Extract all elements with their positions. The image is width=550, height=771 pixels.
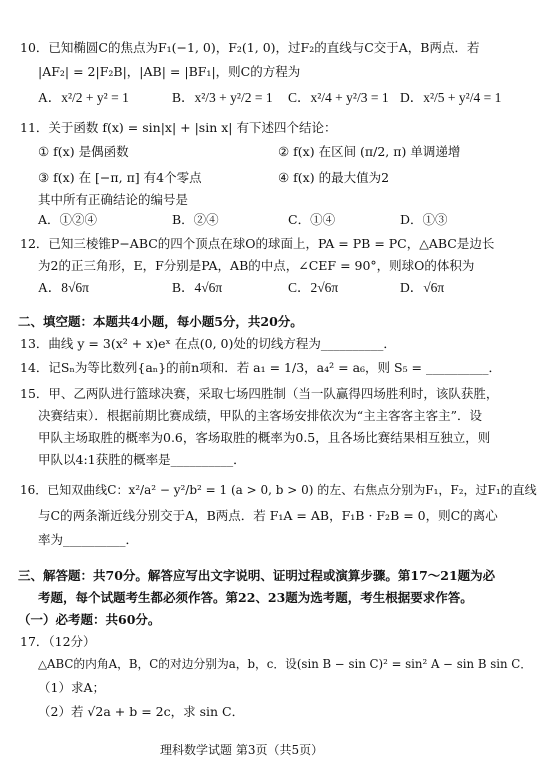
q11-option-a: A．①②④ <box>38 212 98 227</box>
q11-option-c: C．①④ <box>288 212 336 227</box>
q17-line1: △ABC的内角A，B，C的对边分别为a，b，c．设(sin B − sin C)² = sin² A − sin B sin C． <box>38 657 533 671</box>
q11-statement-2: ② f(x) 在区间 (π/2, π) 单调递增 <box>278 144 461 159</box>
q12-line2: 为2的正三角形，E，F分别是PA，AB的中点，∠CEF = 90°，则球O的体积为 <box>38 258 475 273</box>
section-2-heading: 二、填空题：本题共4小题，每小题5分，共20分。 <box>18 314 303 329</box>
section-3-heading-line1: 三、解答题：共70分。解答应写出文字说明、证明过程或演算步骤。第17～21题为必 <box>18 568 496 583</box>
q15-line2: 决赛结束）．根据前期比赛成绩，甲队的主客场安排依次为“主主客客主客主”．设 <box>38 408 483 423</box>
q12-option-b: B．4√6π <box>172 280 223 295</box>
q13: 13．曲线 y = 3(x² + x)eˣ 在点(0, 0)处的切线方程为__________． <box>20 336 396 351</box>
q12-line1: 12．已知三棱锥P−ABC的四个顶点在球O的球面上，PA = PB = PC，△ABC是边长 <box>20 236 495 251</box>
q10-option-a: A．x²/2 + y² = 1 <box>38 90 129 105</box>
section-3-subheading: （一）必考题：共60分。 <box>18 612 161 627</box>
q12-option-a: A．8√6π <box>38 280 89 295</box>
q11-line1: 11．关于函数 f(x) = sin|x| + |sin x| 有下述四个结论： <box>20 120 337 135</box>
q16-line1: 16．已知双曲线C：x²/a² − y²/b² = 1 (a > 0, b > 0) 的左、右焦点分别为F₁，F₂，过F₁的直线 <box>20 483 537 497</box>
q10-option-c: C．x²/4 + y²/3 = 1 <box>288 90 389 105</box>
q11-option-d: D．①③ <box>400 212 448 227</box>
q12-option-c: C．2√6π <box>288 280 339 295</box>
q10-option-b: B．x²/3 + y²/2 = 1 <box>172 90 273 105</box>
q17-part-1: （1）求A； <box>38 680 105 695</box>
q10-line1: 10．已知椭圆C的焦点为F₁(−1, 0)，F₂(1, 0)，过F₂的直线与C交于A，B两点．若 <box>20 40 480 55</box>
q14: 14．记Sₙ为等比数列{aₙ}的前n项和．若 a₁ = 1/3，a₄² = a₆，则 S₅ = __________． <box>20 360 501 375</box>
q11-statement-4: ④ f(x) 的最大值为2 <box>278 170 390 185</box>
section-3-heading-line2: 考题，每个试题考生都必须作答。第22、23题为选考题，考生根据要求作答。 <box>38 590 473 605</box>
q11-option-b: B．②④ <box>172 212 219 227</box>
q12-option-d: D．√6π <box>400 280 445 295</box>
q15-line1: 15．甲、乙两队进行篮球决赛，采取七场四胜制（当一队赢得四场胜利时，该队获胜， <box>20 386 499 401</box>
page-footer: 理科数学试题 第3页（共5页） <box>160 743 324 757</box>
q11-line4: 其中所有正确结论的编号是 <box>38 192 189 207</box>
q15-line3: 甲队主场取胜的概率为0.6，客场取胜的概率为0.5，且各场比赛结果相互独立，则 <box>38 430 491 445</box>
q10-line2: |AF₂| = 2|F₂B|，|AB| = |BF₁|，则C的方程为 <box>38 64 301 79</box>
q17-title: 17．（12分） <box>20 634 96 649</box>
q17-part-2: （2）若 √2a + b = 2c，求 sin C． <box>38 704 245 719</box>
q11-statement-1: ① f(x) 是偶函数 <box>38 144 129 159</box>
q11-statement-3: ③ f(x) 在 [−π, π] 有4个零点 <box>38 170 202 185</box>
q10-option-d: D．x²/5 + y²/4 = 1 <box>400 90 502 105</box>
q16-line2: 与C的两条渐近线分别交于A，B两点．若 F₁A = AB，F₁B · F₂B = 0，则C的离心 <box>38 508 498 523</box>
q15-line4: 甲队以4:1获胜的概率是__________． <box>38 452 246 467</box>
q16-line3: 率为__________． <box>38 532 139 547</box>
